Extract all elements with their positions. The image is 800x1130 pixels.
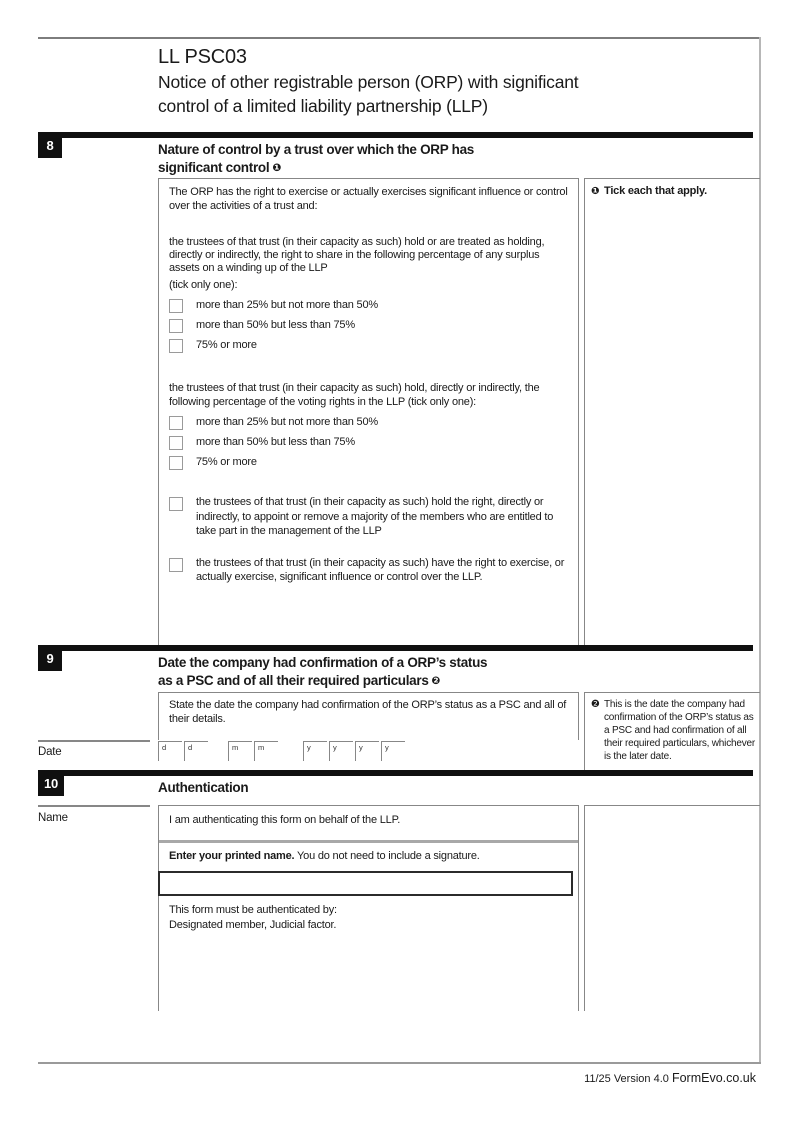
section8-number: 8 (38, 132, 62, 158)
date-label-rule (38, 740, 150, 742)
date-year2-cell[interactable]: y (329, 741, 353, 761)
date-year1-cell[interactable]: y (303, 741, 327, 761)
note2-text: This is the date the company had confirmation of the ORP’s status as a PSC and had confirmation of all their required particulars, whichever is the later date. (604, 699, 756, 762)
date-year3-cell[interactable]: y (355, 741, 379, 761)
name-label-rule (38, 805, 150, 807)
authenticated-by-line1: This form must be authenticated by: (169, 904, 337, 916)
checkbox[interactable] (169, 456, 183, 470)
section8-note-box (584, 178, 760, 645)
option-label: the trustees of that trust (in their capacity as such) hold the right, directly or indirectly, to appoint or remove a majority of the members who are entitled to take part in the management of the LLP (196, 496, 554, 538)
printed-name-instruction-rest: You do not need to include a signature. (294, 850, 480, 862)
checkbox[interactable] (169, 319, 183, 333)
note1-text: Tick each that apply. (604, 185, 707, 197)
authenticated-by-line2: Designated member, Judicial factor. (169, 919, 337, 931)
authentication-statement: I am authenticating this form on behalf of the LLP. (159, 805, 578, 840)
option-label: the trustees of that trust (in their capacity as such) have the right to exercise, or actually exercise, significant influence or control over the LLP. (196, 556, 565, 584)
page-footer (584, 1071, 756, 1085)
section9-heading (158, 654, 558, 691)
surplus-option-row[interactable] (169, 336, 570, 356)
checkbox[interactable] (169, 299, 183, 313)
section9-heading-line2: as a PSC and of all their required particulars ❷ (158, 672, 441, 688)
appoint-remove-option-row[interactable] (169, 495, 570, 539)
checkbox[interactable] (169, 416, 183, 430)
form-title-line2: control of a limited liability partnership (LLP) (158, 96, 488, 116)
section9-number: 9 (38, 645, 62, 671)
section9-main-box (158, 692, 579, 740)
date-year4-cell[interactable]: y (381, 741, 405, 761)
option-label: more than 50% but less than 75% (196, 319, 355, 332)
footer-brand: FormEvo.co.uk (671, 1071, 756, 1085)
checkbox[interactable] (169, 339, 183, 353)
section10-number: 10 (38, 770, 64, 796)
note2 (591, 698, 756, 763)
form-header (158, 44, 678, 118)
voting-rights-text: the trustees of that trust (in their capacity as such) hold, directly or indirectly, the following percentage of the voting rights in the LLP (tick only one): (169, 382, 540, 408)
section8-heading (158, 141, 558, 178)
checkbox[interactable] (169, 497, 183, 511)
printed-name-instruction (159, 840, 578, 871)
page-bottom-rule (38, 1062, 761, 1064)
note2-marker-icon: ❷ (431, 674, 441, 687)
section9-bar (38, 645, 753, 651)
section8-bar (38, 132, 753, 138)
date-month2-cell[interactable]: m (254, 741, 278, 761)
option-label: 75% or more (196, 339, 257, 352)
date-month1-cell[interactable]: m (228, 741, 252, 761)
name-label: Name (38, 812, 68, 824)
date-day2-cell[interactable]: d (184, 741, 208, 761)
voting-option-row[interactable] (169, 433, 570, 453)
note1-marker-icon: ❶ (591, 186, 600, 197)
voting-option-row[interactable] (169, 413, 570, 433)
option-label: 75% or more (196, 456, 257, 469)
form-title-line1: Notice of other registrable person (ORP) with significant (158, 72, 579, 92)
date-instruction-text: State the date the company had confirmation of the ORP’s status as a PSC and all of their details. (169, 699, 567, 725)
trust-intro-text: The ORP has the right to exercise or actually exercises significant influence or control over the activities of a trust and: (169, 186, 568, 212)
note2-marker-icon: ❷ (591, 699, 600, 710)
date-label: Date (38, 746, 62, 758)
printed-name-input[interactable] (158, 871, 573, 896)
date-day1-cell[interactable]: d (158, 741, 182, 761)
voting-option-row[interactable] (169, 453, 570, 473)
section8-heading-line2: significant control ❶ (158, 159, 282, 175)
authenticated-by (159, 896, 578, 933)
significant-influence-option-row[interactable] (169, 556, 570, 585)
section10-note-box (584, 805, 760, 1011)
page-top-rule (38, 37, 760, 39)
checkbox[interactable] (169, 436, 183, 450)
note1-marker-icon: ❶ (272, 161, 282, 174)
option-label: more than 50% but less than 75% (196, 436, 355, 449)
form-code: LL PSC03 (158, 46, 247, 68)
section8-heading-line1: Nature of control by a trust over which the ORP has (158, 142, 475, 157)
printed-name-instruction-bold: Enter your printed name. (169, 850, 295, 862)
checkbox[interactable] (169, 558, 183, 572)
surplus-option-row[interactable] (169, 316, 570, 336)
section10-bar (38, 770, 753, 776)
section10-main-box (158, 805, 579, 1011)
option-label: more than 25% but not more than 50% (196, 416, 378, 429)
surplus-option-row[interactable] (169, 296, 570, 316)
section8-main-box (158, 178, 579, 645)
section10-heading: Authentication (158, 780, 249, 795)
section9-note-box (584, 692, 760, 770)
option-label: more than 25% but not more than 50% (196, 299, 378, 312)
surplus-tick-instruction: (tick only one): (169, 278, 238, 291)
note1 (591, 185, 754, 199)
footer-version: 11/25 Version 4.0 (584, 1073, 669, 1085)
section9-heading-line1: Date the company had confirmation of a ORP’s status (158, 655, 488, 670)
surplus-assets-text: the trustees of that trust (in their capacity as such) hold or are treated as holding, directly or indirectly, the right to share in the following percentage of any surplus assets on a winding up of the LLP (169, 236, 545, 275)
